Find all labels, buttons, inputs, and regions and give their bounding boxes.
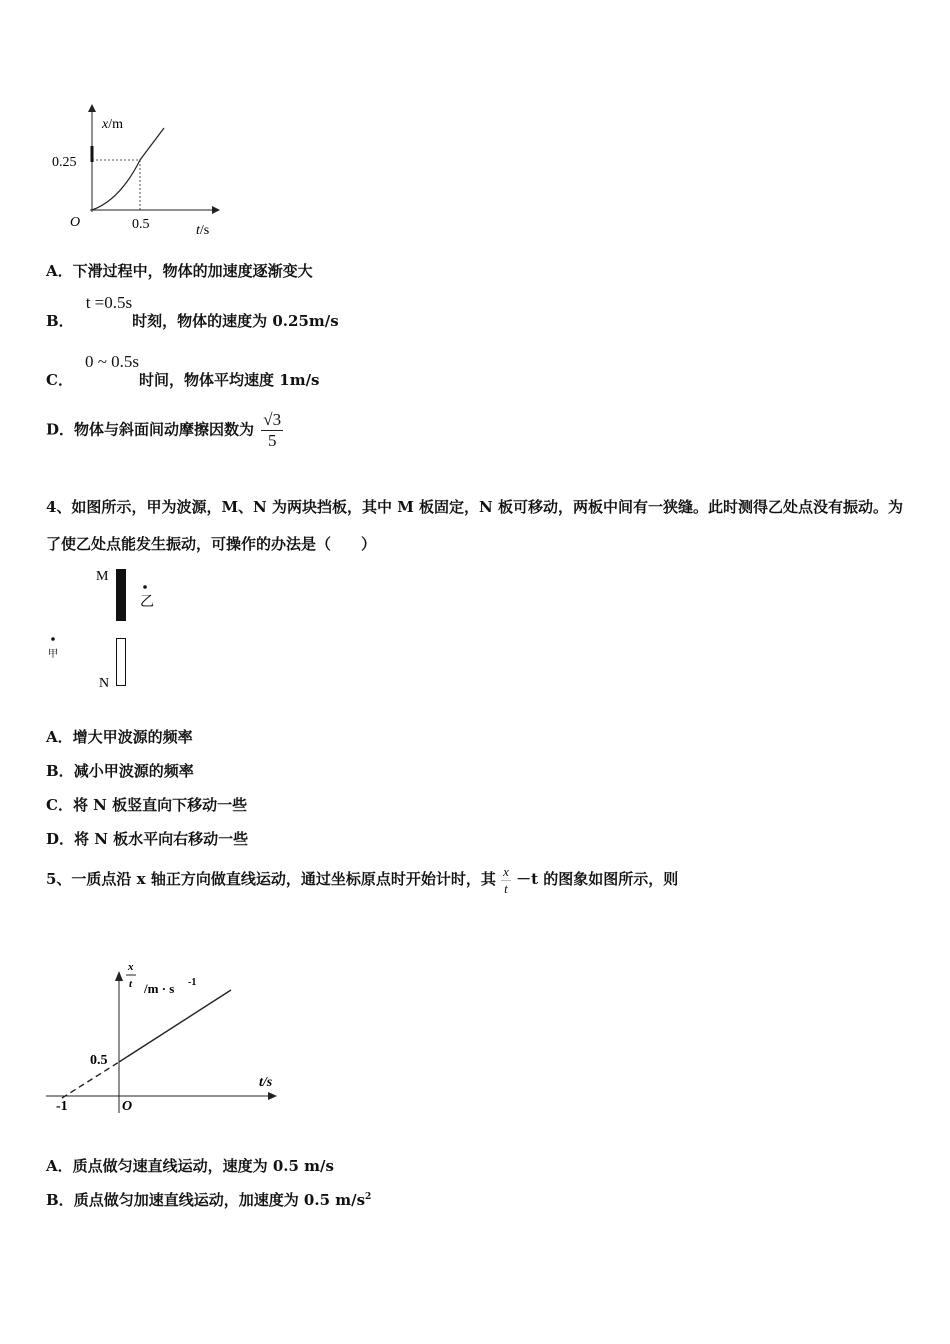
- option-text: 质点做匀速直线运动，速度为 0.5 m/s: [72, 1157, 334, 1175]
- time-expression: t =0.5s: [85, 293, 133, 312]
- q4-option-d: [46, 828, 248, 849]
- option-letter: A．: [46, 262, 73, 280]
- option-text: 时刻，物体的速度为 0.25m/s: [132, 312, 339, 330]
- q4-stem: 4、如图所示，甲为波源，M、N 为两块挡板，其中 M 板固定，N 板可移动，两板中间有一狭缝。此时测得乙处点没有振动。为了使乙处点能发生振动，可操作的办法是（ ）: [46, 498, 903, 553]
- q3-option-c: [46, 351, 320, 389]
- q4-option-a: [46, 726, 193, 747]
- x-axis-arrow-icon: [212, 206, 220, 214]
- wave-barrier-figure: [40, 560, 180, 695]
- n-plate-label: N: [99, 676, 110, 691]
- option-text: 将 N 板竖直向下移动一些: [72, 796, 248, 814]
- y-axis-unit: /m · s: [144, 981, 175, 996]
- origin-label: O: [122, 1099, 133, 1114]
- data-line: [119, 990, 231, 1062]
- fraction-numerator: x: [503, 864, 509, 879]
- m-plate-label: M: [96, 569, 109, 584]
- n-plate: [117, 639, 126, 686]
- option-letter: B．: [46, 312, 74, 330]
- t-axis-arrow-icon: [268, 1092, 277, 1100]
- q5-stem: [46, 864, 678, 897]
- option-letter: B．: [46, 1191, 74, 1209]
- fraction-numerator: √3: [263, 410, 282, 429]
- option-text: 物体与斜面间动摩擦因数为: [74, 420, 255, 439]
- q4-option-b: [46, 760, 194, 781]
- y-intercept-label: 0.5: [90, 1053, 108, 1068]
- q3-option-b: [46, 292, 339, 330]
- x-t-graph: [40, 100, 240, 245]
- option-letter: A．: [46, 728, 73, 746]
- option-text: 将 N 板水平向右移动一些: [74, 830, 249, 848]
- q5-option-b: [46, 1189, 371, 1210]
- time-interval-expression: 0 ~ 0.5s: [84, 352, 140, 371]
- fraction-denominator: t: [504, 881, 508, 896]
- x-t-curve: [92, 128, 164, 210]
- yi-label: 乙: [140, 595, 154, 610]
- t-axis-label: t/s: [259, 1075, 273, 1090]
- friction-coefficient-fraction: [261, 410, 283, 451]
- option-text: 增大甲波源的频率: [72, 728, 193, 746]
- x-axis-label: t/s: [196, 223, 210, 238]
- option-letter: D．: [46, 420, 75, 439]
- option-letter: D．: [46, 830, 75, 848]
- y-axis-arrow-icon: [88, 104, 96, 112]
- fraction-denominator: 5: [267, 431, 277, 450]
- q5-stem-prefix: 5、一质点沿 x 轴正方向做直线运动，通过坐标原点时开始计时，其: [46, 869, 496, 888]
- y-tick-label: 0.25: [52, 155, 77, 170]
- q5-stem-suffix: －t 的图象如图所示，则: [516, 869, 679, 888]
- option-text: 减小甲波源的频率: [73, 762, 194, 780]
- q5-option-a: [46, 1155, 334, 1176]
- m-plate: [116, 569, 126, 621]
- q3-option-a: [46, 260, 313, 281]
- option-letter: B．: [46, 762, 74, 780]
- option-text: 时间，物体平均速度 1m/s: [139, 371, 320, 389]
- y-axis-unit-exponent: -1: [188, 977, 197, 988]
- origin-label: O: [70, 215, 81, 230]
- jia-point: [51, 637, 55, 641]
- x-intercept-label: -1: [56, 1099, 68, 1114]
- y-axis-den: t: [129, 978, 133, 990]
- jia-label: 甲: [48, 649, 58, 660]
- y-axis-label: x/m: [102, 117, 123, 132]
- q3-option-d: [46, 410, 283, 451]
- option-letter: C．: [46, 371, 73, 389]
- option-letter: A．: [46, 1157, 73, 1175]
- y-axis-num: x: [128, 961, 134, 973]
- option-text: 下滑过程中，物体的加速度逐渐变大: [72, 262, 313, 280]
- q4-option-c: [46, 794, 247, 815]
- option-text: 质点做匀加速直线运动，加速度为 0.5 m/s: [73, 1191, 366, 1209]
- x-over-t-fraction: [501, 864, 511, 897]
- yi-point: [143, 585, 147, 589]
- x-over-t-graph: [40, 950, 290, 1120]
- option-letter: C．: [46, 796, 73, 814]
- x-tick-label: 0.5: [132, 217, 150, 232]
- y-axis-arrow-icon: [115, 971, 123, 981]
- unit-exponent: 2: [365, 1192, 372, 1202]
